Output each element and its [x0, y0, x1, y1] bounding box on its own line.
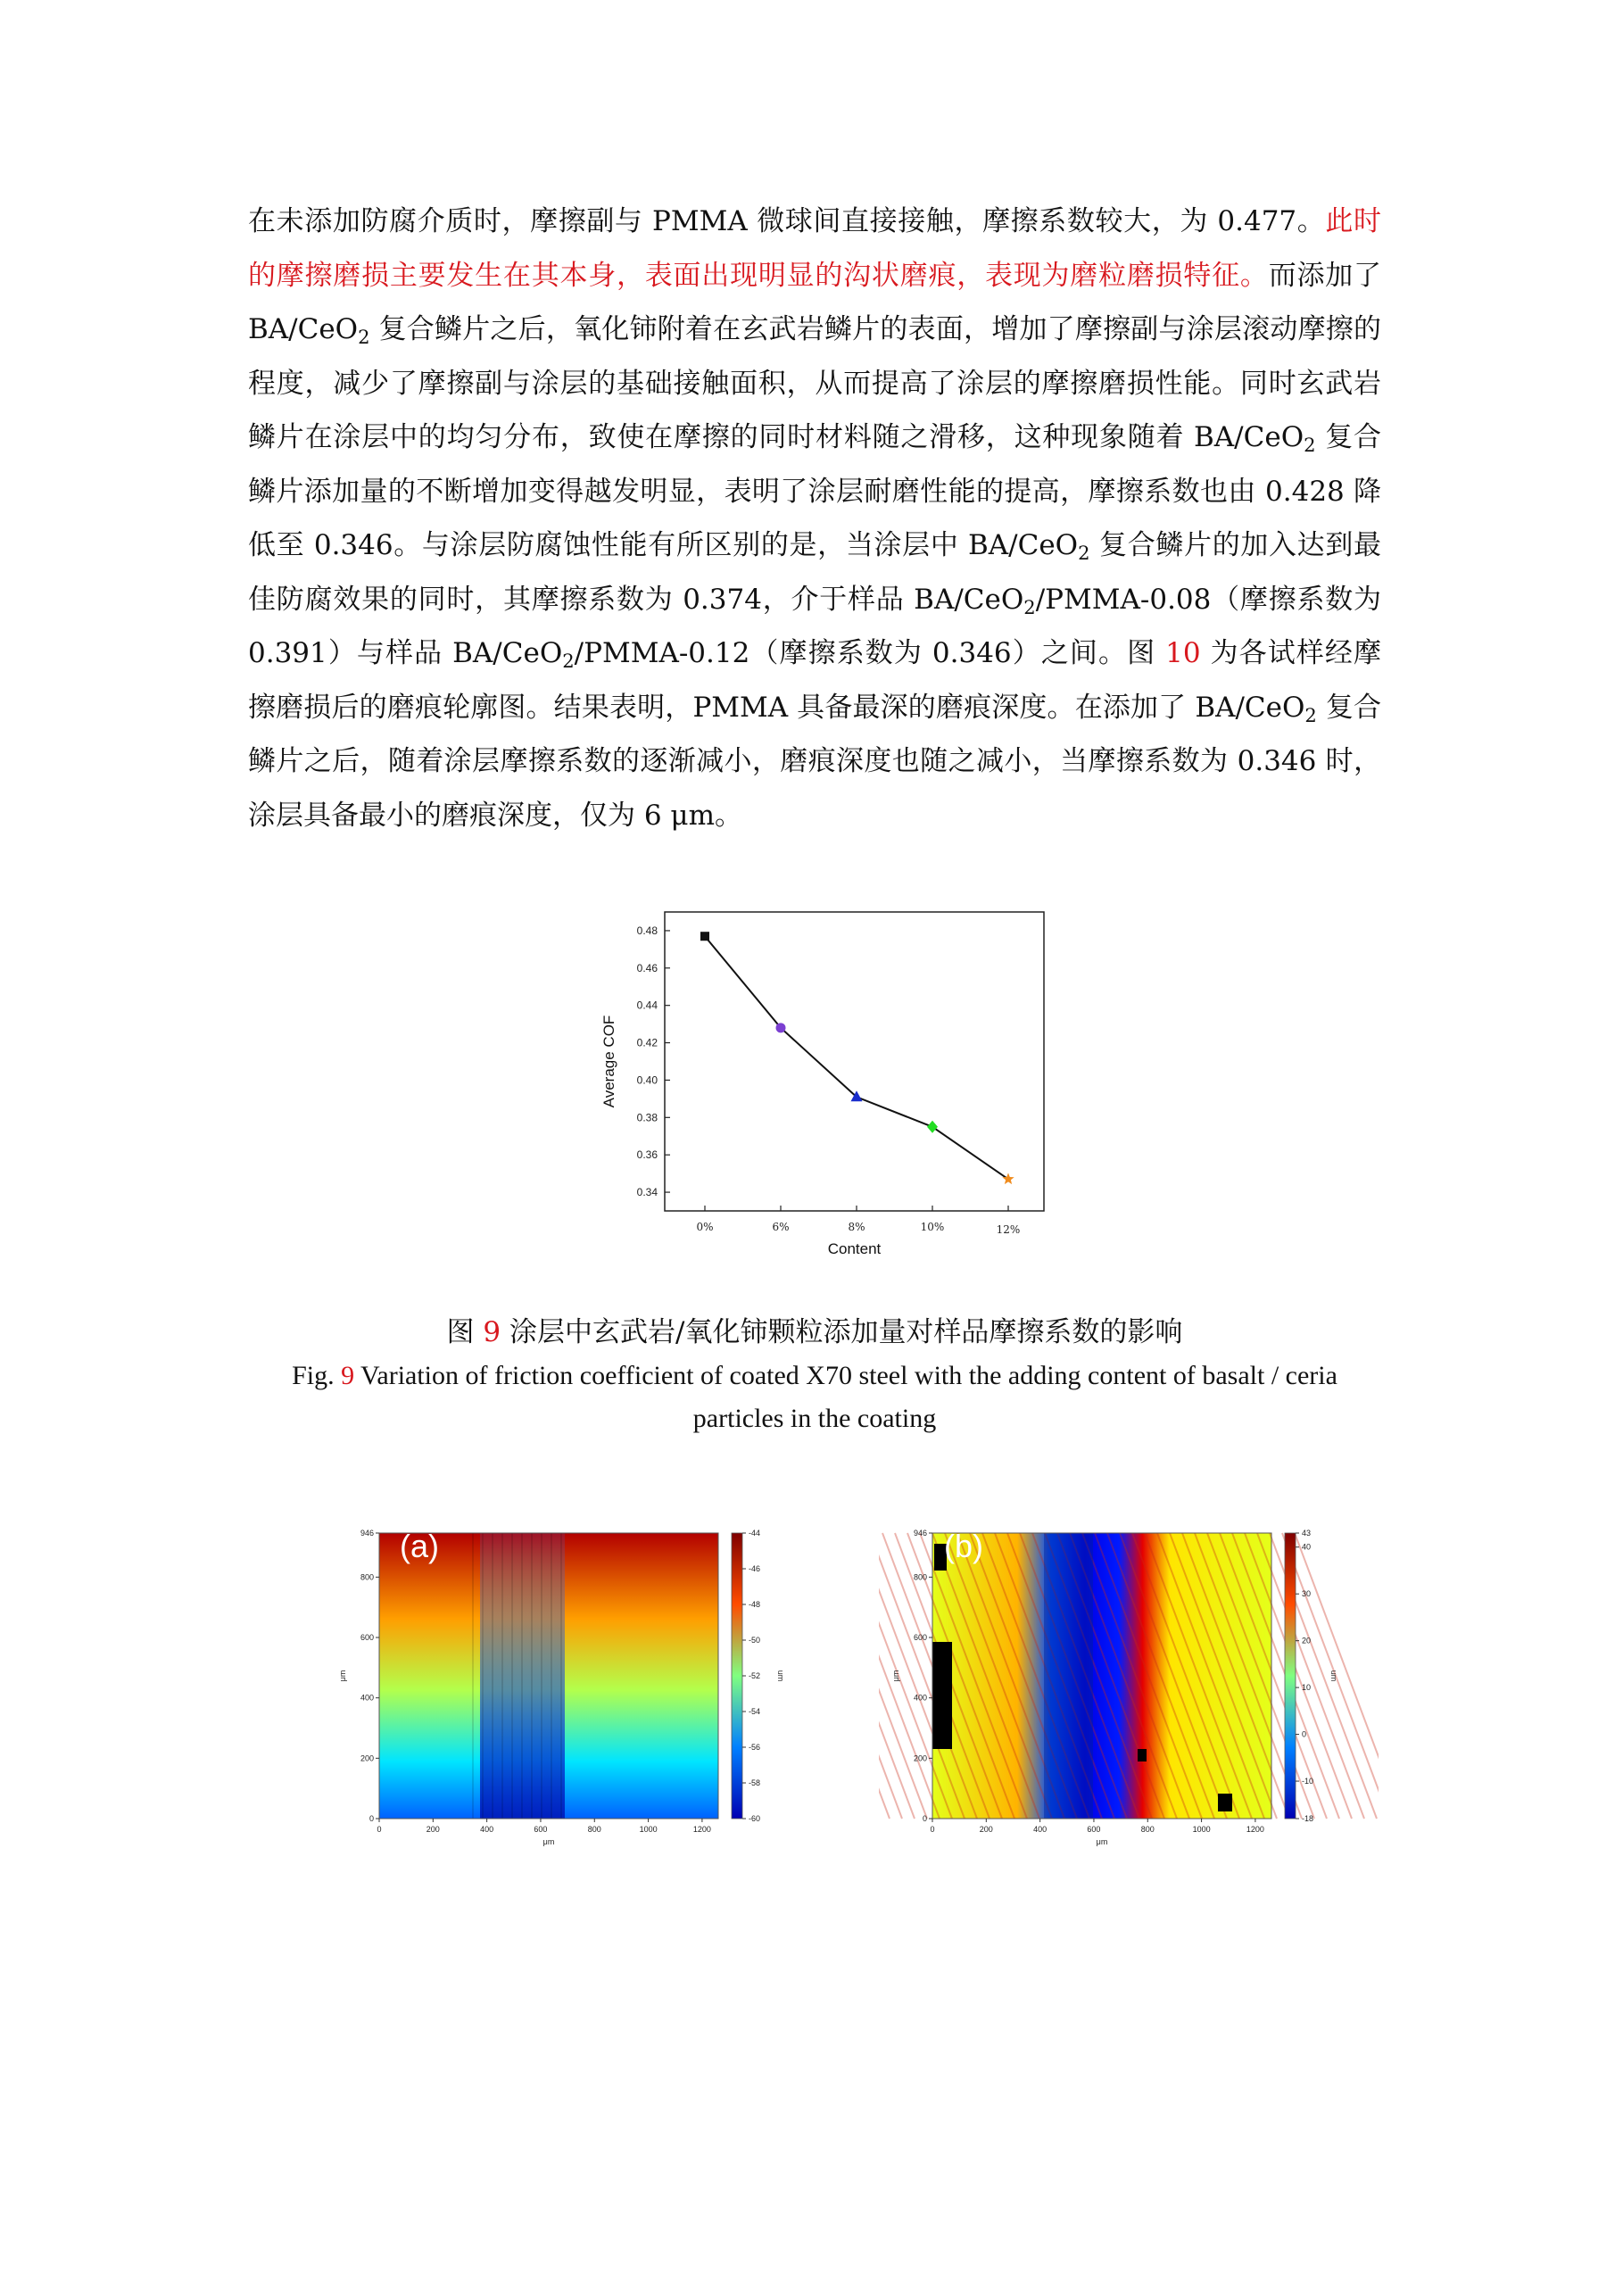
scale-tick-label: 10	[1302, 1683, 1312, 1693]
map-x-tick-label: 1000	[639, 1825, 658, 1834]
scale-tick-label: 30	[1302, 1589, 1312, 1599]
y-tick-label: 0.38	[636, 1111, 658, 1124]
highlighted-text: 此时的摩擦磨损主要发生在其本身，表面出现明显的沟状磨痕，表现为磨粒磨损特征。	[248, 205, 1382, 292]
scratch-line	[879, 1533, 890, 1819]
figure-9-caption-cn	[248, 1309, 1381, 1349]
map-y-tick-label: 946	[913, 1529, 927, 1538]
scale-unit-label: um	[1329, 1670, 1338, 1682]
subscript: 2	[1078, 541, 1090, 564]
map-x-tick-label: 1200	[692, 1825, 711, 1834]
scale-tick-label: -18	[1302, 1814, 1314, 1823]
figure-9-caption-en	[248, 1355, 1381, 1440]
x-tick-label: 6%	[772, 1221, 790, 1233]
map-y-tick-label: 400	[360, 1693, 374, 1703]
map-x-tick-label: 1000	[1192, 1825, 1211, 1834]
map-x-tick-label: 1200	[1246, 1825, 1264, 1834]
map-y-tick-label: 600	[360, 1633, 374, 1643]
y-tick-label: 0.44	[636, 999, 658, 1012]
subscript: 2	[1023, 595, 1036, 618]
profile-map-b	[879, 1508, 1379, 1847]
scale-tick-label: -56	[749, 1743, 761, 1752]
body-paragraph	[248, 195, 1381, 842]
text-run: 而添加了 BA/CeO	[248, 259, 1382, 345]
map-x-tick-label: 0	[377, 1825, 382, 1834]
text-run: /PMMA-0.08（摩擦系数为 0.391）与样品 BA/CeO	[248, 583, 1381, 669]
map-y-tick-label: 800	[913, 1572, 927, 1582]
series-line	[705, 936, 1008, 1179]
x-tick-label: 12%	[996, 1223, 1021, 1236]
data-point	[1002, 1173, 1014, 1184]
scale-tick-label: -50	[749, 1636, 761, 1645]
panel-label-a: (a)	[400, 1528, 439, 1564]
x-tick-label: 0%	[696, 1221, 714, 1233]
caption-text: Variation of friction coefficient of coated X70 steel with the adding content of basalt / ceria particles in the coating	[354, 1361, 1337, 1433]
subscript: 2	[562, 649, 575, 672]
x-tick-label: 8%	[848, 1221, 865, 1233]
scale-unit-label: um	[776, 1670, 785, 1682]
map-x-axis-label: μm	[1096, 1837, 1108, 1846]
y-tick-label: 0.46	[636, 961, 658, 974]
map-x-tick-label: 600	[1087, 1825, 1101, 1834]
map-y-tick-label: 0	[922, 1814, 927, 1823]
caption-prefix: Fig.	[292, 1361, 342, 1390]
height-map	[932, 1533, 1271, 1819]
data-point	[700, 932, 709, 941]
scale-tick-label: -46	[749, 1564, 761, 1573]
caption-prefix: 图	[446, 1316, 484, 1348]
subscript: 2	[1304, 433, 1316, 456]
scale-tick-label: 0	[1302, 1729, 1307, 1739]
cof-line-chart	[589, 903, 1053, 1278]
scratch-line	[879, 1533, 940, 1819]
y-tick-label: 0.34	[636, 1186, 658, 1199]
scale-tick-label: 20	[1302, 1636, 1312, 1645]
map-x-tick-label: 600	[534, 1825, 548, 1834]
map-x-tick-label: 0	[930, 1825, 935, 1834]
map-x-tick-label: 400	[480, 1825, 494, 1834]
data-gap	[1218, 1794, 1232, 1811]
color-scale-bar	[732, 1533, 742, 1819]
map-y-tick-label: 946	[360, 1529, 374, 1538]
panel-label-b: (b)	[944, 1528, 983, 1564]
caption-figure-number: 9	[483, 1316, 501, 1348]
scale-tick-label: -54	[749, 1707, 761, 1716]
color-scale-bar	[1285, 1533, 1296, 1819]
map-x-tick-label: 400	[1033, 1825, 1047, 1834]
text-run: 为各试样经摩擦磨损后的磨痕轮廓图。结果表明，PMMA 具备最深的磨痕深度。在添加了 BA/CeO	[248, 637, 1381, 724]
scale-tick-label: -60	[749, 1814, 761, 1823]
wear-track	[1044, 1533, 1093, 1819]
text-run: 复合鳞片之后，氧化铈附着在玄武岩鳞片的表面，增加了摩擦副与涂层滚动摩擦的程度，减少了摩擦副与涂层的基础接触面积，从而提高了涂层的摩擦磨损性能。同时玄武岩鳞片在涂层中的均匀分布，致使在摩擦的同时材料随之滑移，这种现象随着 BA/CeO	[248, 313, 1381, 453]
scale-tick-label: 43	[1302, 1529, 1312, 1538]
map-y-tick-label: 400	[913, 1693, 927, 1703]
text-run: 复合鳞片之后，随着涂层摩擦系数的逐渐减小，磨痕深度也随之减小，当摩擦系数为 0.346 时，涂层具备最小的磨痕深度，仅为 6 μm。	[248, 691, 1382, 832]
map-y-tick-label: 600	[913, 1633, 927, 1643]
data-point	[927, 1121, 938, 1133]
scale-tick-label: -44	[749, 1529, 761, 1538]
figure-reference-link[interactable]: 10	[1165, 637, 1201, 669]
data-point	[776, 1023, 786, 1032]
map-y-axis-label: μm	[891, 1670, 900, 1682]
text-run: /PMMA-0.12（摩擦系数为 0.346）之间。图	[574, 637, 1166, 669]
caption-figure-number: 9	[341, 1361, 355, 1390]
figure-9-chart	[589, 903, 1053, 1278]
profile-map-a	[326, 1508, 825, 1847]
data-gap	[1138, 1749, 1147, 1761]
y-tick-label: 0.36	[636, 1148, 658, 1162]
y-tick-label: 0.48	[636, 924, 658, 937]
map-x-tick-label: 800	[1140, 1825, 1155, 1834]
data-gap	[932, 1642, 952, 1749]
map-x-tick-label: 800	[587, 1825, 601, 1834]
subscript: 2	[358, 325, 370, 348]
text-run: 复合鳞片的加入达到最佳防腐效果的同时，其摩擦系数为 0.374，介于样品 BA/CeO	[248, 529, 1382, 616]
y-tick-label: 0.42	[636, 1036, 658, 1049]
text-run: 复合鳞片添加量的不断增加变得越发明显，表明了涂层耐磨性能的提高，摩擦系数也由 0.428 降低至 0.346。与涂层防腐蚀性能有所区别的是，当涂层中 BA/CeO	[248, 421, 1381, 561]
caption-text: 涂层中玄武岩/氧化铈颗粒添加量对样品摩擦系数的影响	[501, 1316, 1183, 1348]
x-tick-label: 10%	[920, 1221, 945, 1233]
map-y-tick-label: 200	[360, 1753, 374, 1763]
subscript: 2	[1304, 703, 1317, 726]
map-x-tick-label: 200	[426, 1825, 440, 1834]
scale-tick-label: -10	[1302, 1777, 1314, 1786]
map-x-axis-label: μm	[542, 1837, 555, 1846]
map-y-tick-label: 0	[368, 1814, 374, 1823]
x-axis-label: Content	[827, 1240, 882, 1257]
scale-tick-label: -52	[749, 1671, 761, 1680]
scale-tick-label: -48	[749, 1600, 761, 1609]
y-tick-label: 0.40	[636, 1073, 658, 1087]
scale-tick-label: -58	[749, 1778, 761, 1787]
map-x-tick-label: 200	[979, 1825, 993, 1834]
map-y-tick-label: 200	[913, 1753, 927, 1763]
y-axis-label: Average COF	[600, 1015, 617, 1108]
scale-tick-label: 40	[1302, 1542, 1312, 1552]
map-y-tick-label: 800	[360, 1572, 374, 1582]
map-y-axis-label: μm	[338, 1670, 347, 1682]
text-run: 在未添加防腐介质时，摩擦副与 PMMA 微球间直接接触，摩擦系数较大，为 0.477。	[248, 205, 1326, 237]
